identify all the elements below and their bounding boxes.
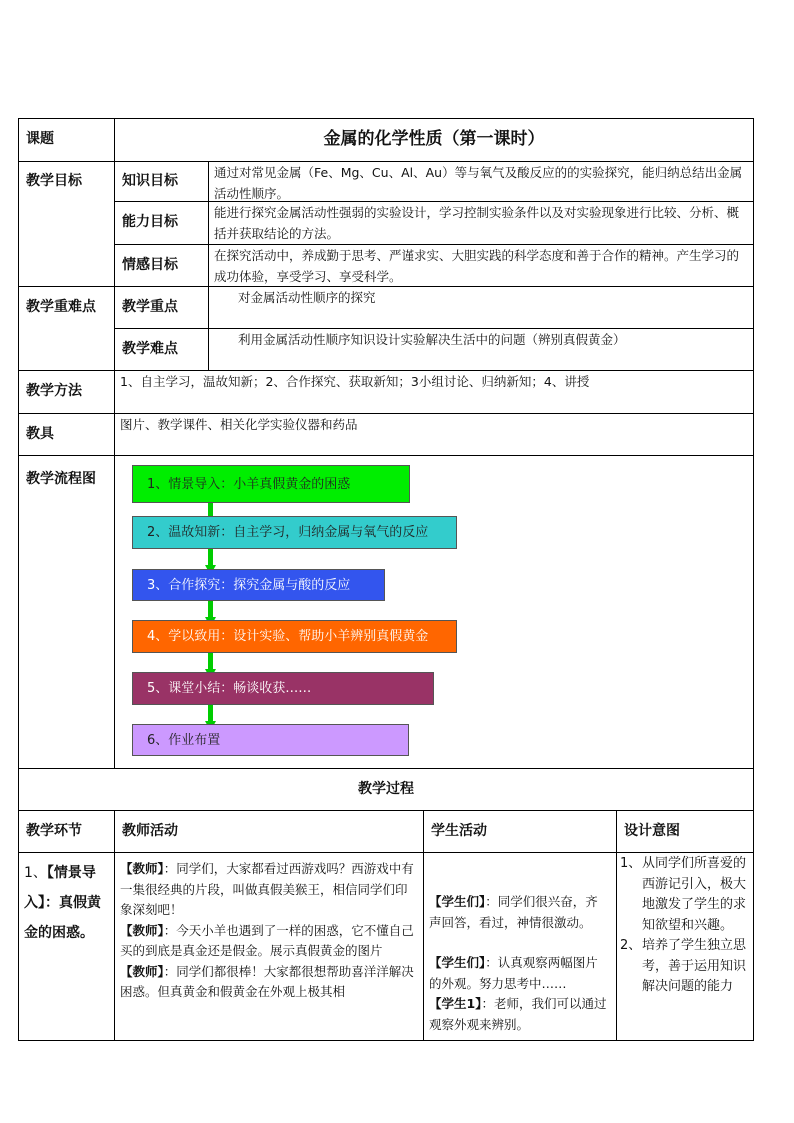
knowledge-goal-label: 知识目标 <box>122 172 178 189</box>
goals-label: 教学目标 <box>26 172 82 189</box>
method-text: 1、自主学习，温故知新；2、合作探究、获取新知；3小组讨论、归纳新知；4、讲授 <box>120 374 590 389</box>
flow-step-5: 5、课堂小结：畅谈收获…… <box>132 672 434 705</box>
teacher-activity-cell <box>114 852 423 1041</box>
difficulty-text: 利用金属活动性顺序知识设计实验解决生活中的问题（辨别真假黄金） <box>238 332 626 347</box>
page-title: 金属的化学性质（第一课时） <box>323 129 545 149</box>
lesson-plan-table <box>18 118 754 1041</box>
teacher-line-3: 【教师】：同学们都很棒！大家都很想帮助喜洋洋解决困惑。但真黄金和假黄金在外观上极其相 <box>120 963 414 999</box>
emotion-goal-label: 情感目标 <box>122 256 178 273</box>
flow-step-4: 4、学以致用：设计实验、帮助小羊辨别真假黄金 <box>132 620 457 653</box>
col-student-header: 学生活动 <box>431 822 487 839</box>
knowledge-goal-text: 通过对常见金属（Fe、Mg、Cu、Al、Au）等与氧气及酸反应的的实验探究，能归纳总结出金属活动性顺序。 <box>214 165 743 201</box>
student-line-3: 【学生1】：老师，我们可以通过观察外观来辨别。 <box>429 996 607 1032</box>
focus-label: 教学重点 <box>122 298 178 315</box>
col-stage-header: 教学环节 <box>26 822 82 839</box>
student-line-2: 【学生们】：认真观察两幅图片的外观。努力思考中…… <box>429 955 598 991</box>
teacher-line-1: 【教师】：同学们，大家都看过西游戏吗？西游戏中有一集很经典的片段，叫做真假美猴王，相信同学们印象深刻吧！ <box>120 861 414 917</box>
flow-label: 教学流程图 <box>26 471 96 487</box>
col-teacher-header: 教师活动 <box>122 822 178 839</box>
difficulty-label: 教学难点 <box>122 340 178 357</box>
flow-step-3: 3、合作探究：探究金属与酸的反应 <box>132 569 385 601</box>
stage-cell <box>18 852 114 1041</box>
student-line-1: 【学生们】：同学们很兴奋，齐声回答，看过，神情很激动。 <box>429 894 598 930</box>
tools-label: 教具 <box>26 425 54 442</box>
focus-text: 对金属活动性顺序的探究 <box>238 290 376 305</box>
ability-goal-text: 能进行探究金属活动性强弱的实验设计，学习控制实验条件以及对实验现象进行比较、分析、概括并获取结论的方法。 <box>214 205 740 241</box>
stage-title: 【情景导入】：真假黄金的困惑。 <box>24 865 101 941</box>
flowchart <box>114 455 754 768</box>
title-label: 课题 <box>26 131 54 147</box>
student-activity-cell <box>423 852 616 1041</box>
emotion-goal-text: 在探究活动中，养成勤于思考、严谨求实、大胆实践的科学态度和善于合作的精神。产生学习的成功体验，享受学习、享受科学。 <box>214 248 740 284</box>
tools-text: 图片、教学课件、相关化学实验仪器和药品 <box>120 417 358 432</box>
design-intent-cell <box>616 852 754 1041</box>
flow-step-1: 1、情景导入：小羊真假黄金的困惑 <box>132 465 410 503</box>
process-heading: 教学过程 <box>358 780 414 797</box>
teacher-line-2: 【教师】：今天小羊也遇到了一样的困惑，它不懂自己买的到底是真金还是假金。展示真假黄金的图片 <box>120 922 414 958</box>
flow-step-6: 6、作业布置 <box>132 724 409 756</box>
col-intent-header: 设计意图 <box>624 822 680 839</box>
ability-goal-label: 能力目标 <box>122 214 178 230</box>
key-points-label: 教学重难点 <box>26 298 96 315</box>
stage-prefix: 1、 <box>24 865 47 881</box>
intent-item-2: 2、 培养了学生独立思考，善于运用知识解决问题的能力 <box>620 938 747 994</box>
flow-step-2: 2、温故知新：自主学习，归纳金属与氧气的反应 <box>132 516 457 549</box>
intent-item-1: 1、 从同学们所喜爱的西游记引入，极大地激发了学生的求知欲望和兴趣。 <box>620 856 747 933</box>
method-label: 教学方法 <box>26 383 82 399</box>
